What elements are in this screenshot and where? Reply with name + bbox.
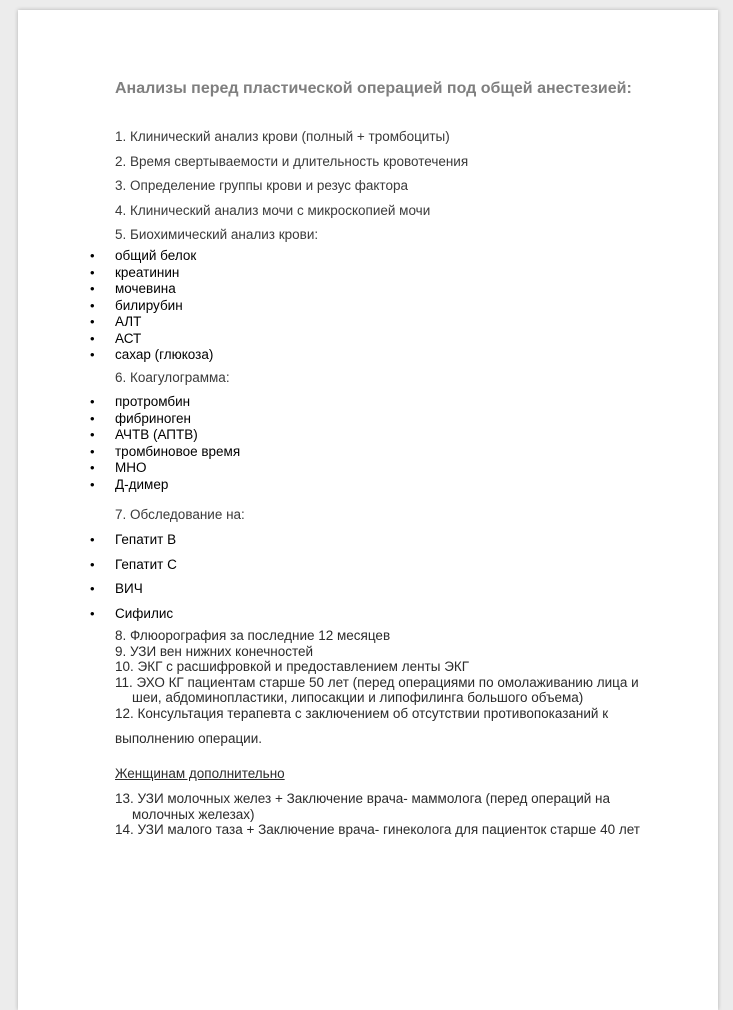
numbered-list-8-12 bbox=[115, 628, 675, 747]
infection-bullet-list bbox=[90, 528, 177, 626]
list-item: 5. Биохимический анализ крови: bbox=[115, 227, 319, 242]
list-item-continuation: выполнению операции. bbox=[115, 731, 263, 746]
list-item: 8. Флюорография за последние 12 месяцев bbox=[115, 628, 391, 643]
list-item-continuation: шеи, абдоминопластики, липосакции и липофилинга большого объема) bbox=[132, 690, 584, 705]
list-item: 10. ЭКГ с расшифровкой и предоставлением ленты ЭКГ bbox=[115, 659, 470, 674]
list-item: 2. Время свертываемости и длительность кровотечения bbox=[115, 153, 469, 169]
bullet-item: • мочевина bbox=[90, 281, 213, 298]
coagulogram-bullet-list bbox=[90, 394, 240, 493]
coagulogram-heading: 6. Коагулограмма: bbox=[115, 370, 230, 385]
list-item-line: 13. УЗИ молочных желез + Заключение врача- маммолога (перед операций на bbox=[115, 791, 611, 806]
list-item bbox=[115, 791, 675, 822]
list-item bbox=[115, 675, 675, 706]
bullet-item: • сахар (глюкоза) bbox=[90, 347, 213, 364]
bullet-item: • протромбин bbox=[90, 394, 240, 411]
bullet-item: • АЧТВ (АПТВ) bbox=[90, 427, 240, 444]
bullet-item: • МНО bbox=[90, 460, 240, 477]
bullet-item: • Гепатит С bbox=[90, 553, 177, 578]
bullet-item: • фибриноген bbox=[90, 411, 240, 428]
bullet-item: • общий белок bbox=[90, 248, 213, 265]
list-item: 3. Определение группы крови и резус фактора bbox=[115, 178, 408, 193]
bullet-item: • Гепатит В bbox=[90, 528, 177, 553]
list-item: 4. Клинический анализ мочи с микроскопией мочи bbox=[115, 202, 431, 218]
list-item: 1. Клинический анализ крови (полный + тромбоциты) bbox=[115, 129, 450, 144]
numbered-list-13-14 bbox=[115, 791, 675, 838]
document-page bbox=[18, 10, 718, 1010]
document-title: Анализы перед пластической операцией под общей анестезией: bbox=[115, 80, 632, 97]
bullet-item: • АСТ bbox=[90, 331, 213, 348]
list-item-line: 11. ЭХО КГ пациентам старше 50 лет (перед операциями по омолаживанию лица и bbox=[115, 674, 639, 690]
bullet-item: • креатинин bbox=[90, 265, 213, 282]
list-item: 14. УЗИ малого таза + Заключение врача- гинеколога для пациенток старше 40 лет bbox=[115, 822, 640, 837]
bullet-item: • ВИЧ bbox=[90, 577, 177, 602]
bullet-item: • АЛТ bbox=[90, 314, 213, 331]
numbered-list-1-5 bbox=[115, 125, 468, 248]
biochem-bullet-list bbox=[90, 248, 213, 364]
bullet-item: • Сифилис bbox=[90, 602, 177, 627]
bullet-item: • билирубин bbox=[90, 298, 213, 315]
list-item: 9. УЗИ вен нижних конечностей bbox=[115, 643, 314, 659]
list-item-continuation: молочных железах) bbox=[132, 806, 255, 822]
list-item: 12. Консультация терапевта с заключением об отсутствии противопоказаний к bbox=[115, 705, 609, 721]
screening-heading: 7. Обследование на: bbox=[115, 507, 245, 522]
bullet-item: • Д-димер bbox=[90, 477, 240, 494]
bullet-item: • тромбиновое время bbox=[90, 444, 240, 461]
women-additional-heading: Женщинам дополнительно bbox=[115, 766, 285, 781]
